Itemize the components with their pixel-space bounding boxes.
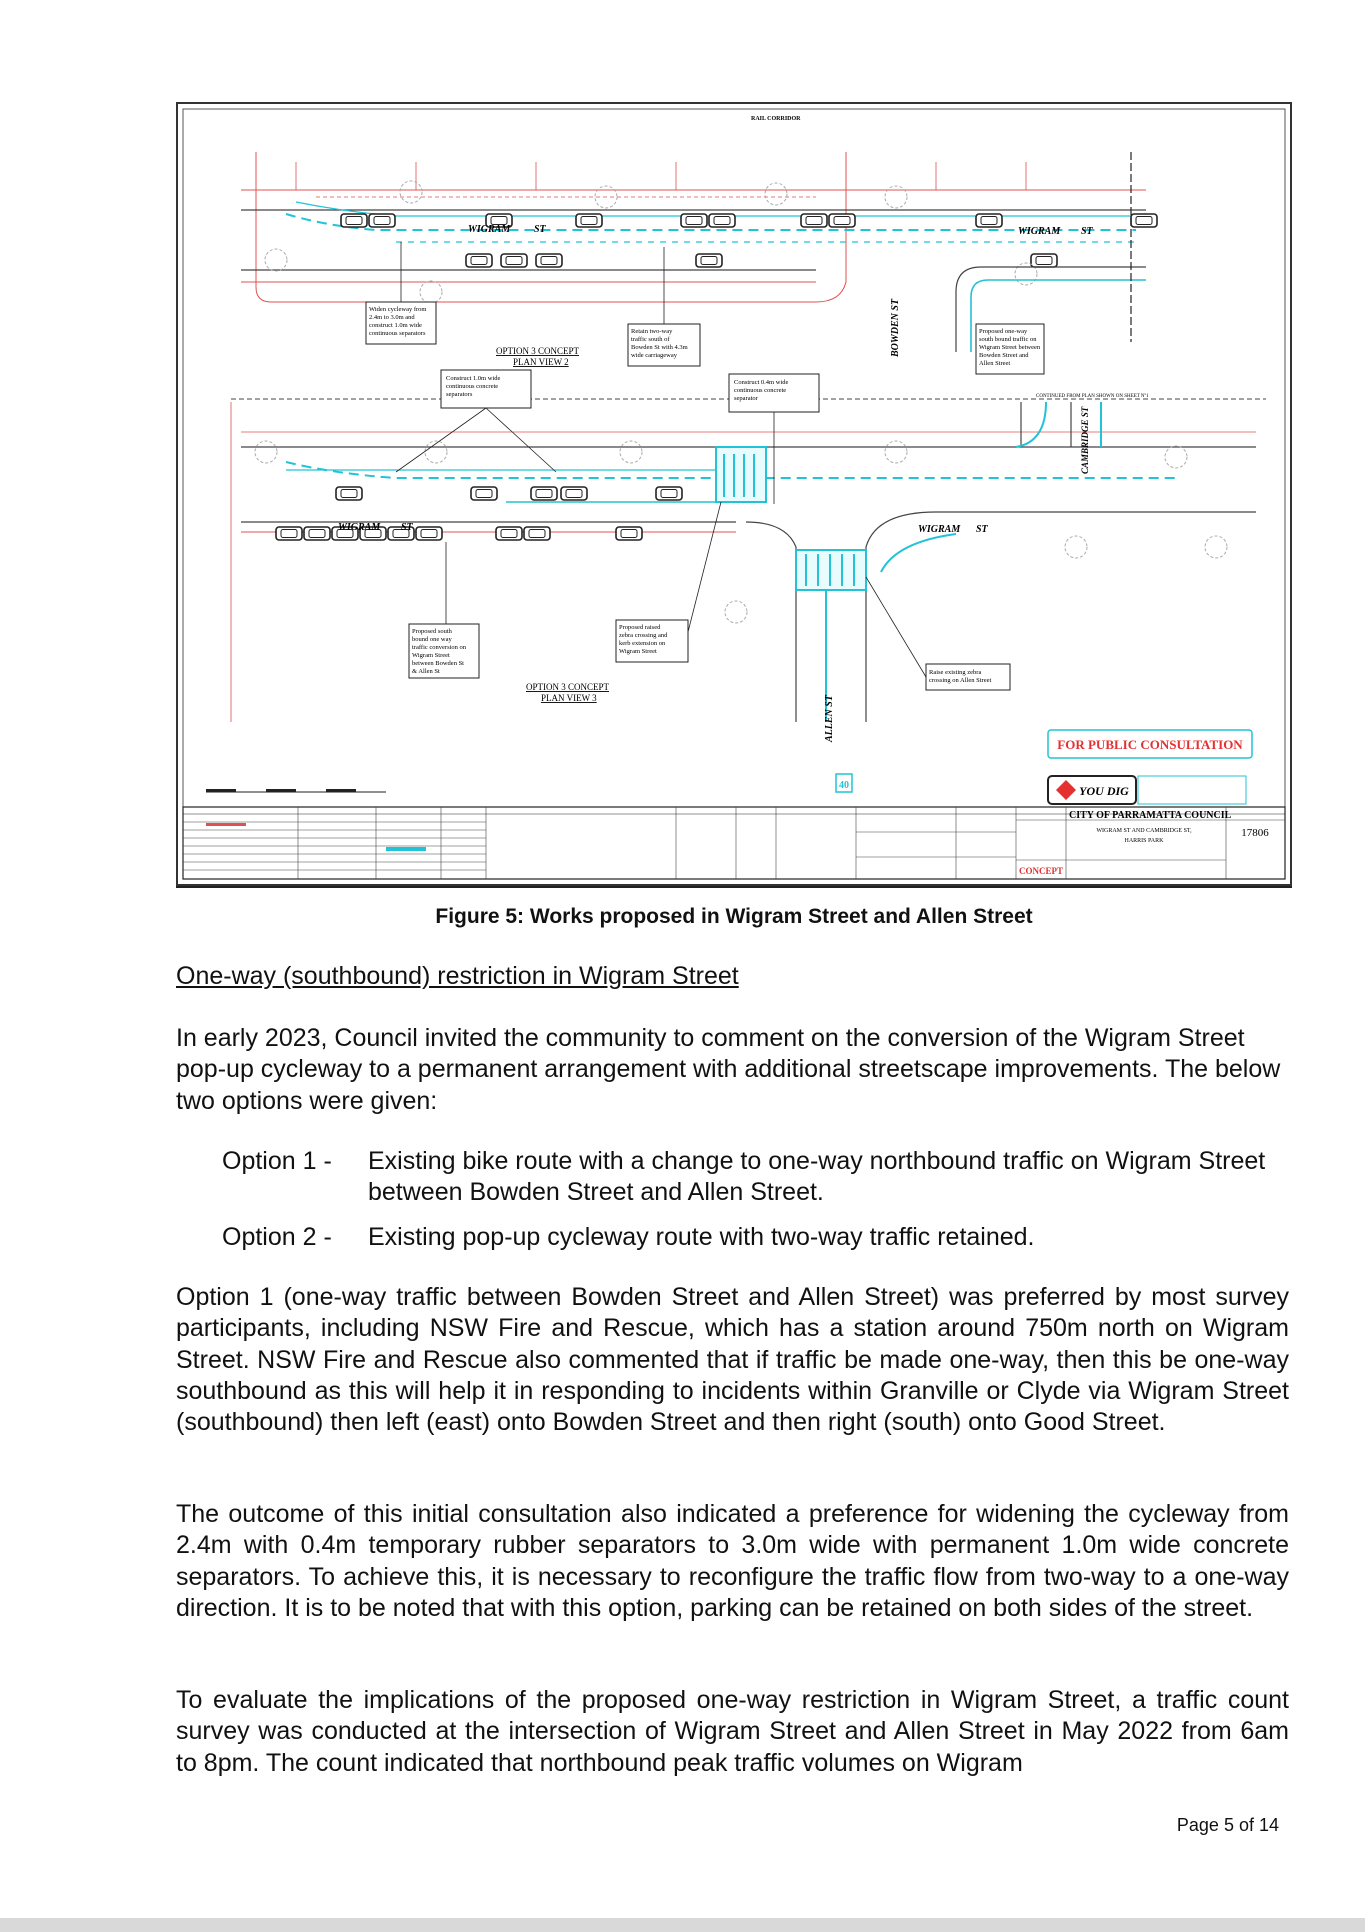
street-label-st-3: ST — [401, 522, 413, 533]
plan-view-3-title-1: OPTION 3 CONCEPT — [526, 682, 610, 692]
svg-text:FOR PUBLIC CONSULTATION: FOR PUBLIC CONSULTATION — [1057, 737, 1243, 752]
option-2 — [222, 1222, 1292, 1253]
note-2: Retain two-way traffic south of Bowden St with 4.3m wide carriageway — [631, 328, 688, 359]
note-8: Raise existing zebra crossing on Allen Street — [929, 669, 992, 684]
option-2-label: Option 2 - — [222, 1223, 332, 1251]
street-label-st-4: ST — [976, 524, 988, 535]
title-block — [183, 807, 1285, 879]
svg-text:YOU DIG: YOU DIG — [1079, 784, 1129, 798]
section-heading: One-way (southbound) restriction in Wigram Street — [176, 962, 739, 990]
street-label-wigram-2: WIGRAM — [1018, 226, 1061, 237]
speed-sign: 40 — [839, 780, 849, 791]
figure-divider — [176, 886, 1292, 888]
street-label-st-1: ST — [534, 224, 546, 235]
suburb: HARRIS PARK — [1124, 838, 1164, 844]
option-1 — [222, 1146, 1292, 1209]
street-label-wigram-1: WIGRAM — [468, 224, 511, 235]
note-4: Construct 1.0m wide continuous concrete separators — [446, 375, 501, 398]
plan-view-2-title-1: OPTION 3 CONCEPT — [496, 346, 580, 356]
street-label-wigram-3: WIGRAM — [338, 522, 381, 533]
paragraph-4: To evaluate the implications of the proposed one-way restriction in Wigram Street, a traffic count survey was conducted at the intersection of Wigram Street and Allen Street in May 2022 from 6am to 8pm. The count indicated that northbound peak traffic volumes on Wigram — [176, 1686, 1289, 1777]
plan-number: 17806 — [1241, 827, 1269, 839]
note-5: Construct 0.4m wide continuous concrete separator — [734, 379, 789, 402]
rail-corridor-label: RAIL CORRIDOR — [751, 116, 801, 122]
plan-view-2-title-2: PLAN VIEW 2 — [513, 357, 569, 367]
continued-note: CONTINUED FROM PLAN SHOWN ON SHEET Nº1 — [1036, 394, 1149, 399]
note-7: Proposed raised zebra crossing and kerb extension on Wigram Street — [619, 624, 668, 655]
paragraph-1: In early 2023, Council invited the community to comment on the conversion of the Wigram Street pop-up cycleway to a permanent arrangement with additional streetscape improvements. The below two options were given: — [176, 1024, 1281, 1115]
location-line: WIGRAM ST AND CAMBRIDGE ST, — [1096, 828, 1192, 834]
note-3: Proposed one-way south bound traffic on Wigram Street between Bowden Street and Allen Street — [979, 328, 1041, 367]
option-2-text: Existing pop-up cycleway route with two-way traffic retained. — [368, 1223, 1035, 1251]
street-label-allen: ALLEN ST — [824, 695, 835, 742]
plan-view-3-title-2: PLAN VIEW 3 — [541, 693, 597, 703]
option-1-text: Existing bike route with a change to one-way northbound traffic on Wigram Street between Bowden Street and Allen Street. — [368, 1147, 1266, 1207]
option-1-label: Option 1 - — [222, 1147, 332, 1175]
page-number: Page 5 of 14 — [1176, 1815, 1279, 1835]
paragraph-2: Option 1 (one-way traffic between Bowden Street and Allen Street) was preferred by most survey participants, including NSW Fire and Rescue, which has a station around 750m north on Wigram Street. NSW Fire and Rescue also commented that if traffic be made one-way, then this be one-way southbound as this will help it in responding to incidents within Granville or Clyde via Wigram Street (southbound) then left (east) onto Bowden Street and then right (south) onto Good Street. — [176, 1283, 1289, 1437]
note-6: Proposed south bound one way traffic conversion on Wigram Street between Bowden St & Allen St — [412, 628, 467, 675]
street-label-cambridge: CAMBRIDGE ST — [1080, 406, 1090, 474]
concept-label: CONCEPT — [1018, 866, 1064, 876]
paragraph-3: The outcome of this initial consultation also indicated a preference for widening the cycleway from 2.4m with 0.4m temporary rubber separators to 3.0m wide with permanent 1.0m wide concrete separators. To achieve this, it is necessary to reconfigure the traffic flow from two-way to a one-way direction. It is to be noted that with this option, parking can be retained on both sides of the street. — [176, 1500, 1289, 1622]
council-name: CITY OF PARRAMATTA COUNCIL — [1069, 810, 1232, 821]
street-label-st-2: ST — [1081, 226, 1093, 237]
works-plan-figure — [176, 102, 1292, 886]
street-label-wigram-4: WIGRAM — [918, 524, 961, 535]
street-label-bowden: BOWDEN ST — [890, 298, 901, 357]
viewer-bottom-bar — [0, 1918, 1365, 1932]
figure-caption: Figure 5: Works proposed in Wigram Street and Allen Street — [435, 905, 1033, 928]
note-1: Widen cycleway from 2.4m to 3.0m and construct 1.0m wide continuous separators — [369, 306, 427, 337]
